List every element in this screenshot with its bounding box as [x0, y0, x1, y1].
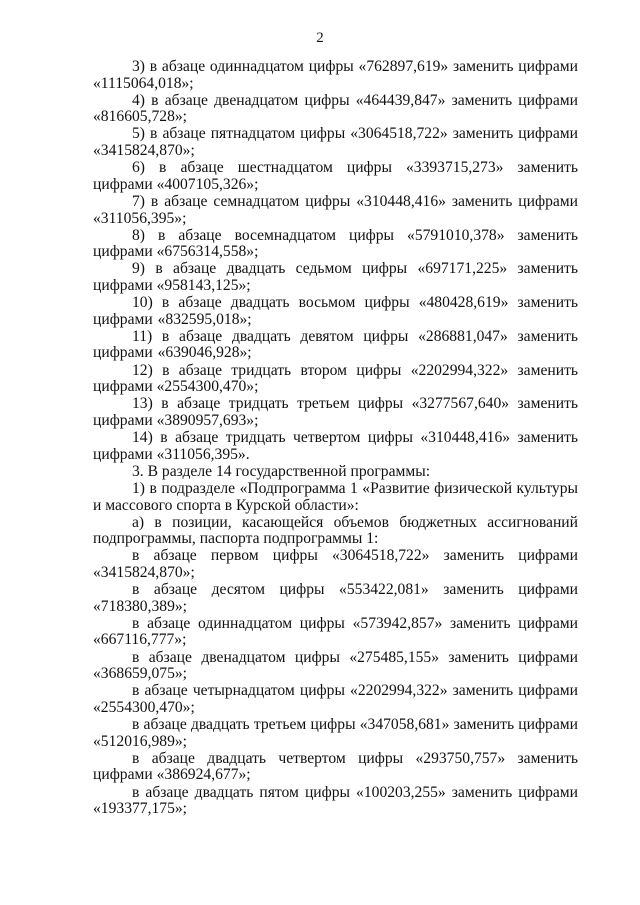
amendment-item-10: 10) в абзаце двадцать восьмом цифры «480428,619» заменить цифрами «832595,018»; — [93, 294, 578, 328]
paragraph-twenty-fifth-change: в абзаце двадцать пятом цифры «100203,255» заменить цифрами «193377,175»; — [93, 783, 578, 818]
paragraph-fourteenth-change: в абзаце четырнадцатом цифры «2202994,322» заменить цифрами «2554300,470»; — [93, 682, 578, 716]
paragraph-first-change: в абзаце первом цифры «3064518,722» заменить цифрами «3415824,870»; — [93, 547, 578, 582]
amendment-item-12: 12) в абзаце тридцать втором цифры «2202994,322» заменить цифрами «2554300,470»; — [93, 361, 578, 396]
subitem-a: а) в позиции, касающейся объемов бюджетных ассигнований подпрограммы, паспорта подпрограммы 1: — [93, 513, 578, 548]
amendment-item-11: 11) в абзаце двадцать девятом цифры «286881,047» заменить цифрами «639046,928»; — [93, 327, 578, 362]
amendment-item-8: 8) в абзаце восемнадцатом цифры «5791010,378» заменить цифрами «6756314,558»; — [93, 226, 578, 261]
amendment-item-14: 14) в абзаце тридцать четвертом цифры «310448,416» заменить цифрами «311056,395». — [93, 429, 578, 463]
page-number: 2 — [316, 30, 324, 46]
amendment-item-13: 13) в абзаце тридцать третьем цифры «3277567,640» заменить цифрами «3890957,693»; — [93, 395, 578, 429]
paragraph-twelfth-change: в абзаце двенадцатом цифры «275485,155» заменить цифрами «368659,075»; — [93, 648, 578, 683]
amendment-item-7: 7) в абзаце семнадцатом цифры «310448,416» заменить цифрами «311056,395»; — [93, 192, 578, 227]
section-heading: 3. В разделе 14 государственной программы: — [132, 462, 431, 480]
amendment-item-9: 9) в абзаце двадцать седьмом цифры «697171,225» заменить цифрами «958143,125»; — [93, 260, 578, 294]
amendment-item-4: 4) в абзаце двенадцатом цифры «464439,847» заменить цифрами «816605,728»; — [93, 91, 578, 126]
paragraph-tenth-change: в абзаце десятом цифры «553422,081» заменить цифрами «718380,389»; — [93, 581, 578, 615]
document-body — [93, 59, 578, 818]
paragraph-eleventh-change: в абзаце одиннадцатом цифры «573942,857» заменить цифрами «667116,777»; — [93, 614, 578, 649]
paragraph-twenty-third-change: в абзаце двадцать третьем цифры «347058,681» заменить цифрами «512016,989»; — [93, 716, 578, 750]
paragraph-twenty-fourth-change: в абзаце двадцать четвертом цифры «293750,757» заменить цифрами «386924,677»; — [93, 749, 578, 784]
amendment-item-3: 3) в абзаце одиннадцатом цифры «762897,619» заменить цифрами «1115064,018»; — [93, 58, 578, 92]
amendment-item-5: 5) в абзаце пятнадцатом цифры «3064518,722» заменить цифрами «3415824,870»; — [93, 125, 578, 160]
amendment-item-6: 6) в абзаце шестнадцатом цифры «3393715,273» заменить цифрами «4007105,326»; — [93, 159, 578, 193]
subsection-item-1: 1) в подразделе «Подпрограмма 1 «Развитие физической культуры и массового спорта в Курской области»: — [93, 479, 578, 514]
